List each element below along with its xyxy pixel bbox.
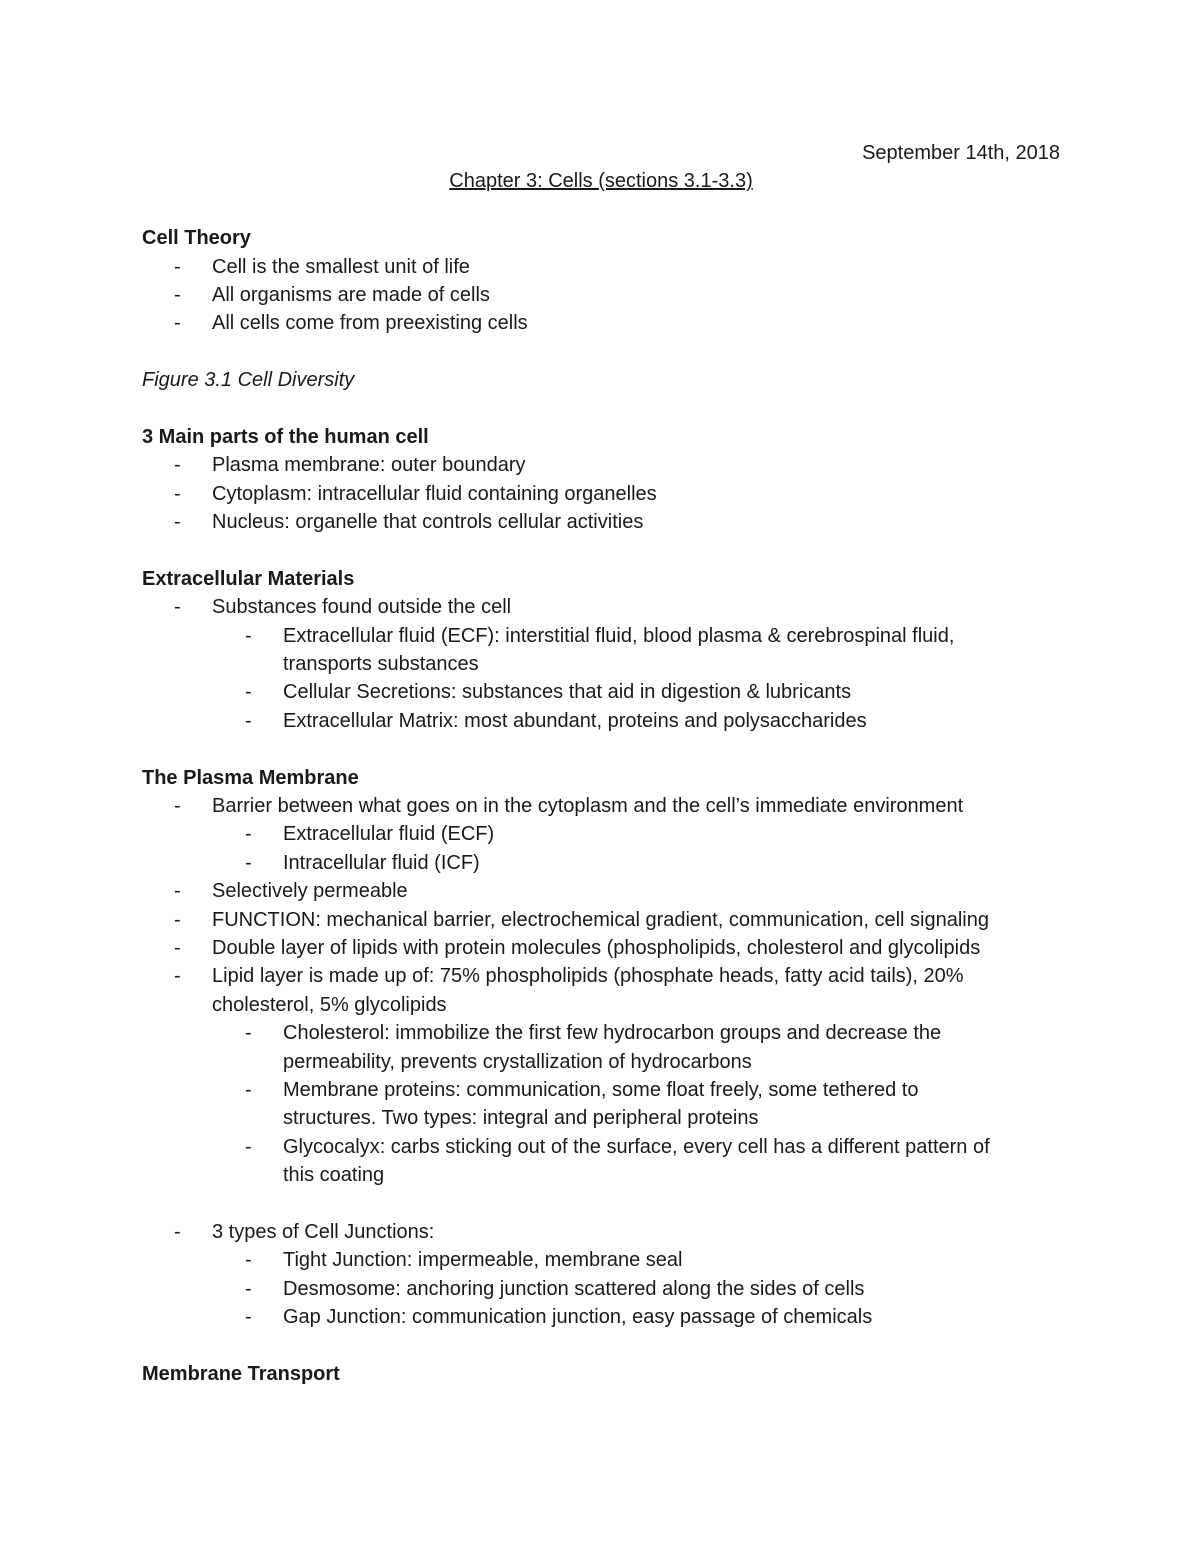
spacer [142,395,1060,423]
bullet-dash: - [174,794,181,817]
sub-list-item [142,622,1060,650]
list-item [142,480,1060,508]
document-title: Chapter 3: Cells (sections 3.1-3.3) [449,170,753,193]
bullet-dash: - [245,1078,252,1101]
spacer [142,536,1060,564]
spacer [142,338,1060,366]
sub-list-item [142,849,1060,877]
list-item-text: FUNCTION: mechanical barrier, electrochemical gradient, communication, cell signaling [212,908,989,931]
bullet-dash: - [174,880,181,903]
sub-list-item-continuation: structures. Two types: integral and peripheral proteins [283,1107,759,1130]
list-item-text: Extracellular fluid (ECF): interstitial fluid, blood plasma & cerebrospinal fluid, [283,624,955,647]
list-item-text: All organisms are made of cells [212,283,490,306]
bullet-dash: - [245,1306,252,1329]
bullet-dash: - [245,851,252,874]
spacer [142,735,1060,763]
spacer [142,196,1060,224]
document-date: September 14th, 2018 [862,142,1060,164]
bullet-dash: - [245,1277,252,1300]
list-item [142,309,1060,337]
sub-list-item-continuation: transports substances [283,653,479,676]
sub-list-item [142,820,1060,848]
section-heading-plasma-membrane: The Plasma Membrane [142,766,359,789]
bullet-dash: - [245,1249,252,1272]
bullet-dash: - [245,823,252,846]
bullet-dash: - [174,283,181,306]
list-item-text: Extracellular fluid (ECF) [283,823,495,846]
bullet-dash: - [174,454,181,477]
section-heading-extracellular: Extracellular Materials [142,567,355,590]
list-item-text: 3 types of Cell Junctions: [212,1220,435,1243]
bullet-dash: - [174,255,181,278]
bullet-dash: - [174,936,181,959]
document-page [142,139,1060,1388]
list-item-text: Double layer of lipids with protein molecules (phospholipids, cholesterol and glycolipids [212,936,981,959]
list-item-text: Lipid layer is made up of: 75% phospholipids (phosphate heads, fatty acid tails), 20% [212,965,964,988]
bullet-dash: - [174,312,181,335]
bullet-dash: - [245,1022,252,1045]
list-item [142,253,1060,281]
section-heading-cell-theory: Cell Theory [142,227,251,250]
list-item-text: Barrier between what goes on in the cytoplasm and the cell’s immediate environment [212,794,964,817]
list-item-text: Nucleus: organelle that controls cellular activities [212,511,644,534]
list-item-text: Selectively permeable [212,880,408,903]
list-item [142,962,1060,990]
list-item-text: Cytoplasm: intracellular fluid containing organelles [212,482,657,505]
bullet-dash: - [245,681,252,704]
list-item-text: Plasma membrane: outer boundary [212,454,526,477]
list-item-continuation: cholesterol, 5% glycolipids [212,993,447,1016]
sub-list-item [142,1019,1060,1047]
sub-list-item [142,707,1060,735]
list-item [142,508,1060,536]
section-heading-main-parts: 3 Main parts of the human cell [142,425,429,448]
section-heading-membrane-transport: Membrane Transport [142,1362,340,1385]
figure-caption: Figure 3.1 Cell Diversity [142,369,355,392]
list-item-text: All cells come from preexisting cells [212,312,528,335]
bullet-dash: - [245,624,252,647]
list-item-text: Membrane proteins: communication, some float freely, some tethered to [283,1078,919,1101]
list-item [142,934,1060,962]
list-item [142,281,1060,309]
list-item-text: Intracellular fluid (ICF) [283,851,480,874]
bullet-dash: - [174,482,181,505]
list-item [142,593,1060,621]
list-item-text: Cellular Secretions: substances that aid in digestion & lubricants [283,681,852,704]
list-item-text: Glycocalyx: carbs sticking out of the surface, every cell has a different pattern of [283,1135,990,1158]
list-item [142,906,1060,934]
sub-list-item-continuation: permeability, prevents crystallization of hydrocarbons [283,1050,752,1073]
bullet-dash: - [245,1135,252,1158]
spacer [142,1331,1060,1359]
list-item-text: Cell is the smallest unit of life [212,255,470,278]
list-item-text: Desmosome: anchoring junction scattered along the sides of cells [283,1277,865,1300]
list-item [142,1218,1060,1246]
sub-list-item-continuation: this coating [283,1164,385,1187]
list-item-text: Cholesterol: immobilize the first few hydrocarbon groups and decrease the [283,1022,942,1045]
spacer [142,1189,1060,1217]
sub-list-item [142,1275,1060,1303]
list-item-text: Tight Junction: impermeable, membrane seal [283,1249,683,1272]
sub-list-item [142,678,1060,706]
list-item [142,792,1060,820]
list-item [142,877,1060,905]
list-item-text: Substances found outside the cell [212,596,512,619]
sub-list-item [142,1133,1060,1161]
bullet-dash: - [245,709,252,732]
bullet-dash: - [174,1220,181,1243]
sub-list-item [142,1076,1060,1104]
bullet-dash: - [174,511,181,534]
bullet-dash: - [174,965,181,988]
bullet-dash: - [174,908,181,931]
list-item [142,451,1060,479]
sub-list-item [142,1246,1060,1274]
sub-list-item [142,1303,1060,1331]
list-item-text: Extracellular Matrix: most abundant, proteins and polysaccharides [283,709,867,732]
bullet-dash: - [174,596,181,619]
list-item-text: Gap Junction: communication junction, easy passage of chemicals [283,1306,873,1329]
